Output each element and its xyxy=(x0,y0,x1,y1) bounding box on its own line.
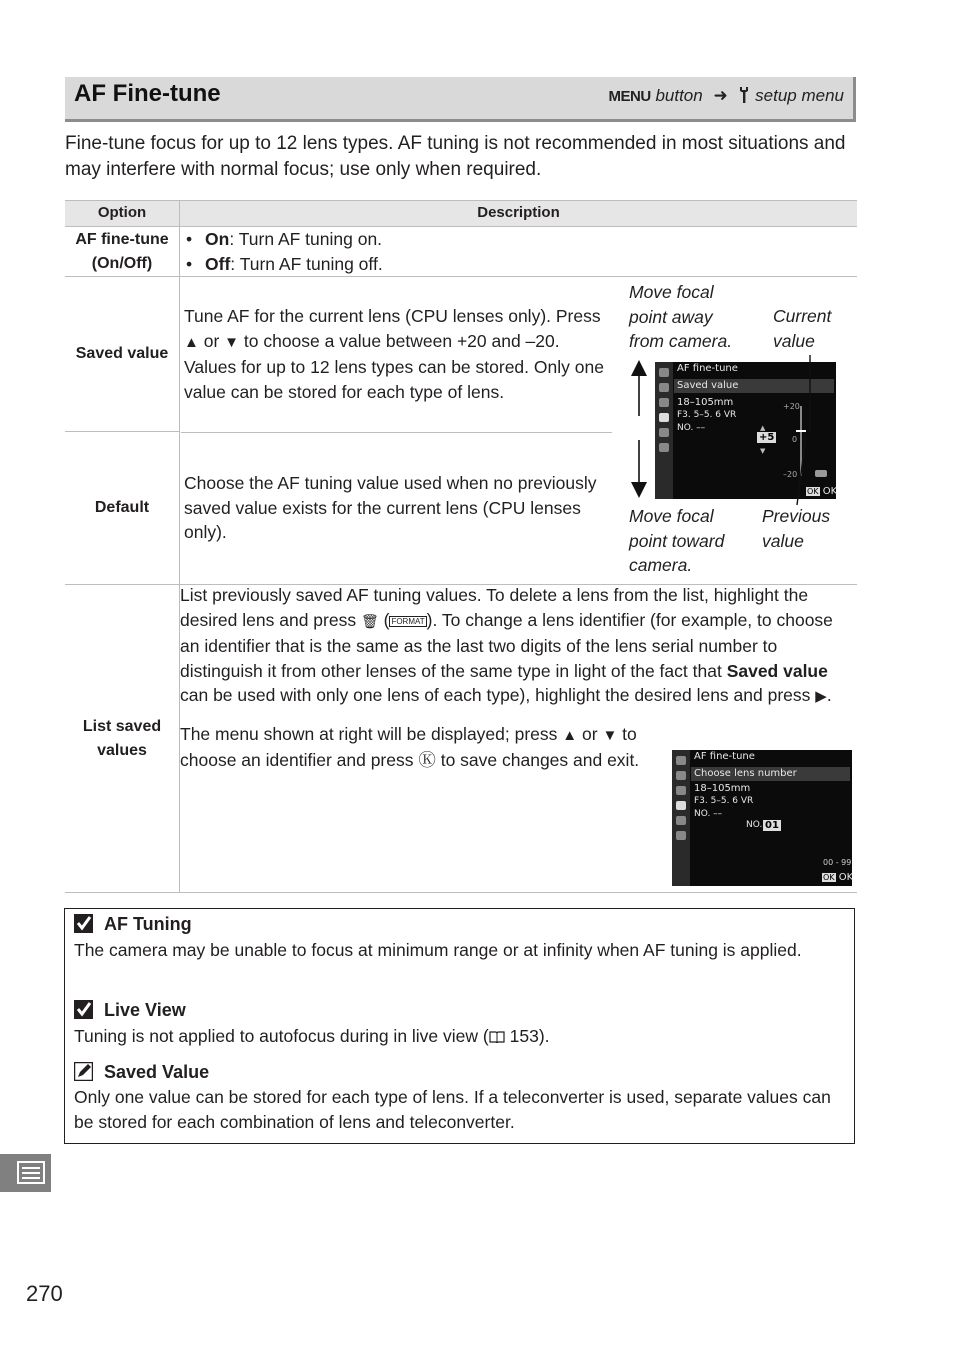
default-text: Choose the AF tuning value used when no previously saved value exists for the current lens (CPU lenses only). xyxy=(184,473,597,542)
choose-lens-screen xyxy=(672,750,852,886)
screen-title: AF fine-tune xyxy=(694,751,755,762)
text-run: to choose a value between +20 and –20. Values for up to 12 lens types can be stored. Only one value can be stored for each type of lens. xyxy=(184,330,604,402)
screen-aperture: F3. 5–5. 6 VR xyxy=(694,796,754,806)
page-title: AF Fine-tune xyxy=(74,80,221,107)
label-line: Current xyxy=(773,306,832,326)
page-number: 270 xyxy=(26,1281,63,1306)
note-title: Saved Value xyxy=(104,1062,210,1082)
bullet-text: : Turn AF tuning off. xyxy=(230,253,383,274)
text-run: ( xyxy=(378,609,390,630)
checkmark-icon xyxy=(74,914,93,933)
menu-word: MENU xyxy=(608,88,651,105)
option-af-finetune xyxy=(65,227,180,277)
label-line: point away xyxy=(629,306,713,327)
ok-text: OK xyxy=(838,872,854,883)
format-icon: FORMAT xyxy=(391,616,425,626)
focus-arrows-icon xyxy=(629,358,649,500)
note-heading xyxy=(74,1062,209,1083)
col-description-header: Description xyxy=(180,201,858,227)
right-arrow-icon: ▶ xyxy=(815,688,827,705)
up-arrow-icon: ▲ xyxy=(562,726,578,744)
desc-af-finetune xyxy=(180,227,858,277)
menu-list-icon xyxy=(0,1154,51,1192)
label-line: Move focal xyxy=(629,282,714,302)
text-run: The menu shown at right will be displayed; press xyxy=(180,723,563,744)
row-divider xyxy=(181,432,612,433)
screen-lens-number: 01 xyxy=(765,820,779,831)
bullet-bold: On xyxy=(205,229,230,249)
text-run: to save changes and exit. xyxy=(435,750,640,770)
col-option-header: Option xyxy=(65,201,180,227)
intro-paragraph: Fine-tune focus for up to 12 lens types. AF tuning is not recommended in most situations and may interfere with normal focus; use only when required. xyxy=(65,133,846,180)
text-bold: Saved value xyxy=(726,660,828,681)
note-title: AF Tuning xyxy=(104,914,192,934)
note-heading xyxy=(74,1000,186,1021)
value-down-icon: ▼ xyxy=(760,447,766,455)
menu-path xyxy=(609,86,844,106)
label-move-away xyxy=(629,280,732,354)
screen-subtitle: Saved value xyxy=(677,380,739,391)
text-run: . xyxy=(826,685,832,705)
list-saved-para2 xyxy=(180,722,654,773)
label-previous-value xyxy=(762,504,830,553)
note-body: Only one value can be stored for each type of lens. If a teleconverter is used, separate values can be stored for each combination of lens and teleconverter. xyxy=(74,1087,831,1132)
screen-lens: 18–105mm xyxy=(694,783,751,794)
label-line: from camera. xyxy=(629,331,733,351)
section-tab[interactable] xyxy=(0,1154,51,1192)
label-line: Move focal xyxy=(629,506,714,526)
menu-button-text: button xyxy=(655,86,703,105)
screen-number: NO. –– xyxy=(694,809,723,819)
saved-value-text xyxy=(180,304,612,404)
down-arrow-icon: ▼ xyxy=(224,333,240,351)
option-label-sub: values xyxy=(97,741,147,759)
screen-aperture: F3. 5–5. 6 VR xyxy=(677,410,737,420)
screen-title: AF fine-tune xyxy=(677,363,738,374)
scale-zero: 0 xyxy=(792,435,798,444)
list-saved-para1 xyxy=(180,583,857,710)
page-ref[interactable]: 153 xyxy=(509,1026,539,1046)
note-title: Live View xyxy=(104,1000,186,1020)
screen-number: NO. –– xyxy=(677,423,706,433)
list-item xyxy=(180,227,857,252)
notes-box xyxy=(64,908,855,1144)
down-arrow-icon: ▼ xyxy=(602,726,618,744)
option-label-sub: (On/Off) xyxy=(91,254,153,272)
screen-subtitle: Choose lens number xyxy=(694,768,797,779)
text-run: or xyxy=(577,723,603,744)
scale-minus20: –20 xyxy=(783,470,798,479)
screen-sidebar xyxy=(655,362,673,499)
trash-icon: 🗑 xyxy=(360,612,379,629)
list-item xyxy=(180,252,857,277)
label-move-toward xyxy=(629,504,724,578)
table-header-row xyxy=(65,201,857,227)
bullet-bold: Off xyxy=(205,253,231,274)
note-body: The camera may be unable to focus at minimum range or at infinity when AF tuning is applied. xyxy=(74,940,802,960)
option-label: AF fine-tune xyxy=(75,230,169,248)
option-list-saved xyxy=(65,585,180,893)
ok-text: OK xyxy=(822,486,838,497)
value-up-icon: ▲ xyxy=(760,424,766,432)
text-run: ). xyxy=(538,1026,550,1046)
text-run: can be used with only one lens of each type), highlight the desired lens and press xyxy=(180,685,816,705)
option-label: List saved xyxy=(82,717,162,735)
label-line: camera. xyxy=(629,555,693,575)
text-run: Tuning is not applied to autofocus during in live view ( xyxy=(74,1026,489,1046)
option-saved-value: Saved value xyxy=(65,277,180,432)
ok-badge: OK xyxy=(807,487,819,496)
up-arrow-icon: ▲ xyxy=(184,333,199,351)
table-row xyxy=(65,227,857,277)
label-line: value xyxy=(773,330,815,351)
setup-menu-text: setup menu xyxy=(755,86,844,105)
label-current-value xyxy=(773,304,831,353)
bullet-text: : Turn AF tuning on. xyxy=(229,229,383,249)
screen-ok xyxy=(822,872,853,883)
scale-plus20: +20 xyxy=(783,402,800,411)
option-default: Default xyxy=(65,432,180,585)
note-heading xyxy=(74,914,192,935)
screen-range: 00 - 99 xyxy=(823,858,852,867)
ok-button-icon: Ⓚ xyxy=(418,750,436,770)
label-line: point toward xyxy=(629,530,725,551)
text-run: Tune AF for the current lens (CPU lenses only). Press xyxy=(184,306,601,327)
book-icon xyxy=(489,1030,505,1043)
text-run: or xyxy=(198,330,225,351)
leader-lines xyxy=(780,355,820,510)
checkmark-icon xyxy=(74,1000,93,1019)
pencil-icon xyxy=(74,1062,93,1081)
arrow-icon: ➜ xyxy=(713,86,728,105)
section-header xyxy=(65,77,856,122)
label-line: value xyxy=(762,530,804,551)
wrench-icon xyxy=(738,86,750,103)
screen-lens: 18–105mm xyxy=(677,397,734,408)
screen-sidebar xyxy=(672,750,690,886)
screen-number-label: NO. xyxy=(746,820,763,830)
text-run: List previously saved AF tuning values. To delete a lens from the list, highlight the desired lens and press xyxy=(180,585,809,630)
text-run: to choose an identifier and press xyxy=(180,723,637,770)
label-line: Previous xyxy=(762,506,831,526)
ok-badge: OK xyxy=(823,873,835,882)
note-body xyxy=(74,1024,849,1049)
text-run: ). To change a lens identifier (for example, to choose an identifier that is the same as the last two digits of the lens serial number to distinguish it from other lenses of the same type in light of the fact that xyxy=(180,609,833,681)
screen-value: +5 xyxy=(759,432,775,443)
